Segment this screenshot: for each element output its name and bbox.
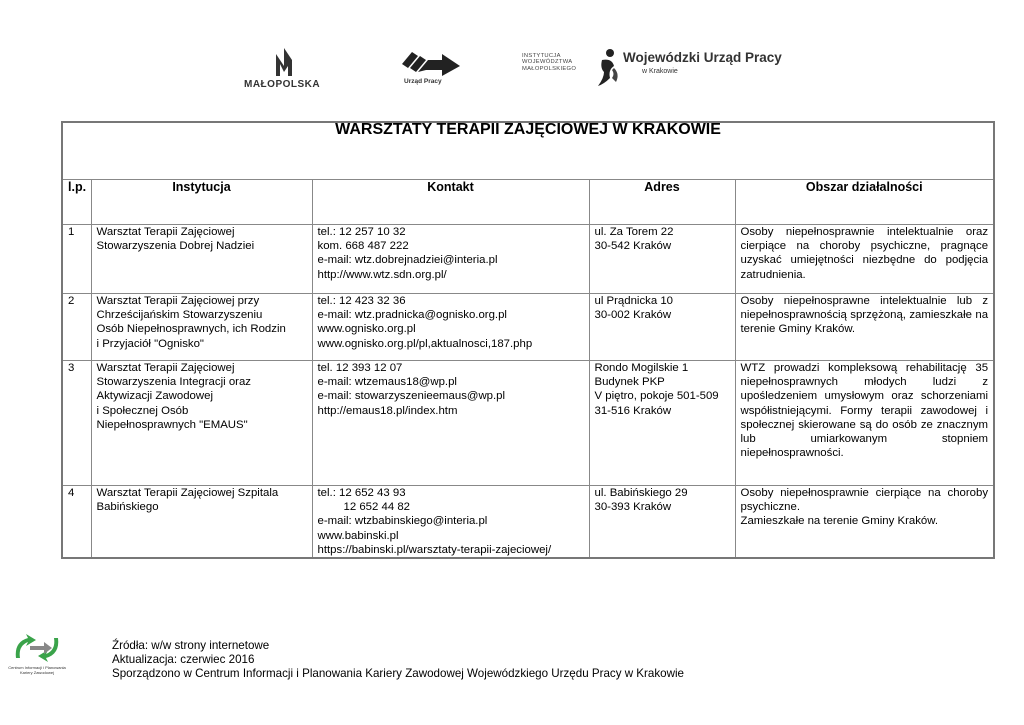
address-line: ul. Babińskiego 29 [594,487,688,499]
table-row [62,486,994,559]
table-row [62,225,994,294]
address-line: 31-516 Kraków [594,404,672,417]
address-line: 30-393 Kraków [594,501,672,514]
row-lp: 2 [62,294,91,361]
instytucja-line: Chrześcijańskim Stowarzyszeniu [96,309,263,322]
address-line: V piętro, pokoje 501-509 [594,390,719,403]
row-instytucja [91,486,312,559]
contact-email[interactable]: e-mail: wtz.pradnicka@ognisko.org.pl [317,309,507,322]
iwm-line: MAŁOPOLSKIEGO [522,65,577,72]
header-instytucja: Instytucja [91,180,312,225]
urzad-pracy-arrow-icon [398,46,462,78]
row-obszar: Osoby niepełnosprawnie intelektualnie oraz cierpiące na choroby psychiczne, pragnące uzyskać umiejętności niezbędne do podjęcia zatrudnienia. [735,225,994,294]
footer-sources: Źródła: w/w strony internetowe [112,639,270,652]
row-kontakt [312,361,589,486]
row-obszar: Osoby niepełnosprawne intelektualnie lub z niepełnosprawnością sprzężoną, zamieszkałe na terenie Gminy Kraków. [735,294,994,361]
row-adres [589,361,735,486]
contact-email[interactable]: e-mail: stowarzyszenieemaus@wp.pl [317,390,506,403]
contact-phone: tel. 12 393 12 07 [317,362,403,374]
row-kontakt [312,486,589,559]
instytucja-line: Aktywizacji Zawodowej [96,390,213,403]
contact-website-link[interactable]: www.ognisko.org.pl/pl,aktualnosci,187.php [317,337,533,350]
urzad-pracy-label: Urząd Pracy [404,78,442,85]
wtz-table [61,121,995,559]
malopolska-logo [238,44,330,94]
row-lp: 3 [62,361,91,486]
table-row [62,294,994,361]
address-line: 30-002 Kraków [594,309,672,322]
instytucja-line: Warsztat Terapii Zajęciowej [96,362,235,374]
footer-prepared: Sporządzono w Centrum Informacji i Planowania Kariery Zawodowej Wojewódzkiego Urzędu Pracy w Krakowie [112,667,684,680]
contact-website-link[interactable]: http://www.wtz.sdn.org.pl/ [317,268,447,281]
row-kontakt [312,294,589,361]
table-row [62,361,994,486]
instytucja-line: i Społecznej Osób [96,404,189,417]
contact-phone: tel.: 12 257 10 32 [317,226,406,238]
wup-subtitle: w Krakowie [642,68,678,75]
row-kontakt [312,225,589,294]
obszar-text: Zamieszkałe na terenie Gminy Kraków. [740,515,939,528]
centrum-caption: Centrum Informacji i Planowania [8,665,66,670]
row-obszar: WTZ prowadzi kompleksową rehabilitację 35 niepełnosprawnych młodych ludzi z upośledzeniem umysłowym oraz schorzeniami współistniejącymi. Formy terapii zawodowej i społecznej skierowane są do osób ze znacznym lub umiarkowanym stopniem niepełnosprawności. [735,361,994,486]
row-lp: 1 [62,225,91,294]
instytucja-line: i Przyjaciół "Ognisko" [96,337,204,350]
address-line: ul. Za Torem 22 [594,226,674,238]
footer-update: Aktualizacja: czerwiec 2016 [112,653,255,666]
iwm-line: INSTYTUCJA [522,53,561,59]
address-line: ul Prądnicka 10 [594,295,674,307]
contact-mobile: kom. 668 487 222 [317,240,409,253]
wup-title: Wojewódzki Urząd Pracy [623,50,782,65]
malopolska-label: MAŁOPOLSKA [244,79,321,90]
contact-website-link[interactable]: www.babinski.pl [317,529,399,542]
centrum-caption: Kariery Zawodowej [19,670,54,675]
header-kontakt: Kontakt [312,180,589,225]
header-adres: Adres [589,180,735,225]
malopolska-mountain-icon [264,46,304,78]
row-instytucja [91,294,312,361]
instytucja-line: Stowarzyszenia Integracji oraz [96,376,251,389]
contact-phone: tel.: 12 652 43 93 [317,487,406,499]
address-line: Rondo Mogilskie 1 [594,362,689,374]
contact-website-link[interactable]: http://emaus18.pl/index.htm [317,404,458,417]
wup-logo [596,44,781,92]
iwm-line: WOJEWÓDZTWA [522,59,573,66]
row-adres [589,225,735,294]
contact-email[interactable]: e-mail: wtzemaus18@wp.pl [317,376,457,389]
header-obszar: Obszar działalności [735,180,994,225]
address-line: 30-542 Kraków [594,240,672,253]
row-adres [589,486,735,559]
urzad-pracy-logo [398,46,462,92]
instytucja-line: Warsztat Terapii Zajęciowej Szpitala [96,487,279,499]
address-line: Budynek PKP [594,376,665,389]
instytucja-line: Babińskiego [96,501,159,514]
row-adres [589,294,735,361]
row-instytucja [91,361,312,486]
centrum-logo [8,632,66,692]
instytucja-line: Warsztat Terapii Zajęciowej [96,226,235,238]
centrum-arrows-icon [8,632,66,664]
instytucja-line: Stowarzyszenia Dobrej Nadziei [96,240,255,253]
instytucja-wojewodztwa-logo [522,53,592,81]
instytucja-line: Osób Niepełnosprawnych, ich Rodzin [96,323,286,336]
contact-phone: 12 652 44 82 [343,501,411,514]
instytucja-line: Warsztat Terapii Zajęciowej przy [96,295,260,307]
table-header-row [62,180,994,225]
footer-notes [112,639,684,681]
wup-figure-icon [596,48,622,88]
contact-website-link[interactable]: www.ognisko.org.pl [317,323,416,336]
row-instytucja [91,225,312,294]
row-lp: 4 [62,486,91,559]
obszar-text: Osoby niepełnosprawnie cierpiące na choroby psychiczne. [740,487,989,514]
contact-website-link[interactable]: https://babinski.pl/warsztaty-terapii-zajeciowej/ [317,543,552,556]
table-title: WARSZTATY TERAPII ZAJĘCIOWEJ W KRAKOWIE [62,122,994,180]
contact-phone: tel.: 12 423 32 36 [317,295,406,307]
instytucja-line: Niepełnosprawnych "EMAUS" [96,418,248,431]
row-obszar [735,486,994,559]
contact-email[interactable]: e-mail: wtzbabinskiego@interia.pl [317,515,488,528]
contact-email[interactable]: e-mail: wtz.dobrejnadziei@interia.pl [317,254,498,267]
header-lp: l.p. [62,180,91,225]
